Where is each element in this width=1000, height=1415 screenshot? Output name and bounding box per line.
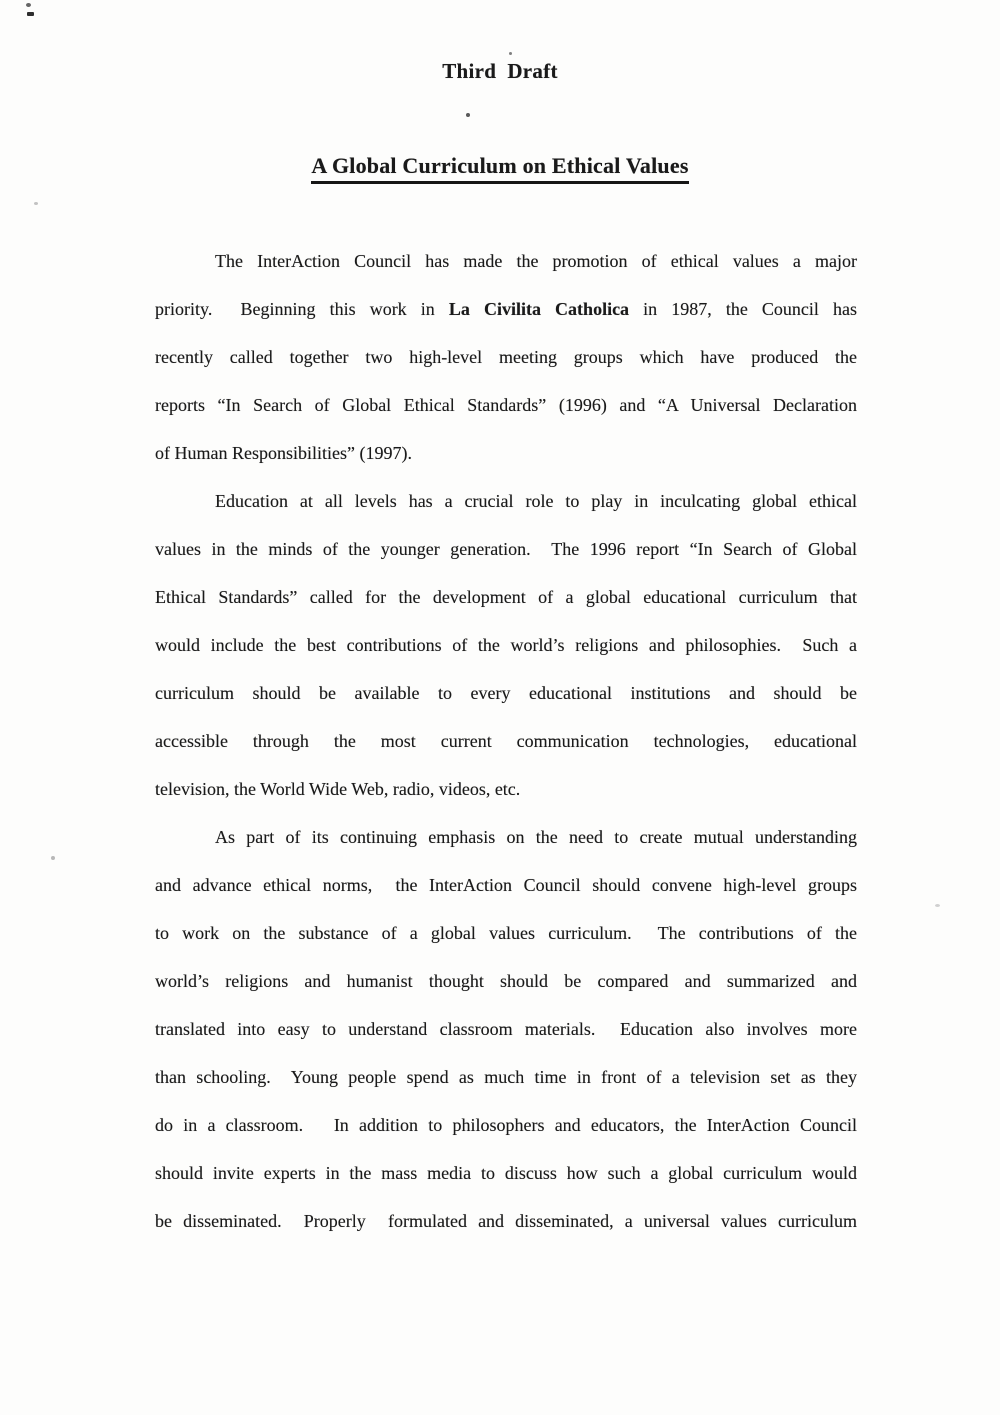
- body-text: world’s religions and humanist thought should be compared and summarized and: [155, 971, 857, 991]
- body-text: accessible through the most current communication technologies, educational: [155, 731, 857, 751]
- body-text: recently called together two high-level meeting groups which have produced the: [155, 347, 857, 367]
- body-text: values in the minds of the younger generation. The 1996 report “In Search of Global: [155, 539, 857, 559]
- scan-speck-1: [26, 3, 31, 7]
- text-line-p3: [155, 1005, 857, 1053]
- scan-speck-7: [935, 904, 940, 907]
- body-text: As part of its continuing emphasis on the need to create mutual understanding: [215, 827, 857, 847]
- body-text: The InterAction Council has made the promotion of ethical values a major: [215, 251, 857, 271]
- text-line-p3: [155, 909, 857, 957]
- body-text: priority. Beginning this work in: [155, 299, 449, 319]
- text-line-p3: [155, 957, 857, 1005]
- text-line-p3: [155, 1053, 857, 1101]
- body-text: do in a classroom. In addition to philosophers and educators, the InterAction Council: [155, 1115, 857, 1135]
- document-title-row: [0, 153, 1000, 184]
- text-line-p3: [155, 1149, 857, 1197]
- body-text: reports “In Search of Global Ethical Standards” (1996) and “A Universal Declaration: [155, 395, 857, 415]
- body-text: than schooling. Young people spend as much time in front of a television set as they: [155, 1067, 857, 1087]
- body-text: of Human Responsibilities” (1997).: [155, 443, 412, 463]
- body-text: to work on the substance of a global values curriculum. The contributions of the: [155, 923, 857, 943]
- body-text: be disseminated. Properly formulated and disseminated, a universal values curriculum: [155, 1211, 857, 1231]
- text-line-p2: [155, 669, 857, 717]
- text-line-p1: [155, 285, 857, 333]
- scan-speck-5: [34, 202, 38, 205]
- text-line-p2: [155, 573, 857, 621]
- text-line-p2: [155, 525, 857, 573]
- body-text: Education at all levels has a crucial role to play in inculcating global ethical: [215, 491, 857, 511]
- text-line-p3: [155, 1197, 857, 1245]
- bold-text: La Civilita Catholica: [448, 299, 630, 319]
- body-text: would include the best contributions of the world’s religions and philosophies. Such a: [155, 635, 857, 655]
- scan-speck-6: [51, 856, 55, 860]
- text-line-p2: [155, 717, 857, 765]
- scan-speck-2: [27, 12, 34, 16]
- text-line-p1: [155, 333, 857, 381]
- text-line-p1: [155, 381, 857, 429]
- body-text: Ethical Standards” called for the development of a global educational curriculum that: [155, 587, 857, 607]
- text-line-p2: [155, 765, 857, 813]
- document-title: A Global Curriculum on Ethical Values: [311, 153, 688, 184]
- draft-label: Third Draft: [442, 59, 558, 83]
- document-body: [155, 237, 857, 1245]
- scan-speck-3: [509, 52, 512, 55]
- text-line-p1: [155, 237, 857, 285]
- text-line-p3: [155, 1101, 857, 1149]
- text-line-p1: [155, 429, 857, 477]
- body-text: should invite experts in the mass media to discuss how such a global curriculum would: [155, 1163, 857, 1183]
- body-text: television, the World Wide Web, radio, videos, etc.: [155, 779, 521, 799]
- text-line-p3: [155, 861, 857, 909]
- body-text: and advance ethical norms, the InterAction Council should convene high-level groups: [155, 875, 857, 895]
- scan-speck-4: [466, 113, 470, 117]
- body-text: translated into easy to understand classroom materials. Education also involves more: [155, 1019, 857, 1039]
- text-line-p2: [155, 477, 857, 525]
- text-line-p2: [155, 621, 857, 669]
- body-text: in 1987, the Council has: [629, 299, 858, 319]
- body-text: curriculum should be available to every educational institutions and should be: [155, 683, 857, 703]
- text-line-p3: [155, 813, 857, 861]
